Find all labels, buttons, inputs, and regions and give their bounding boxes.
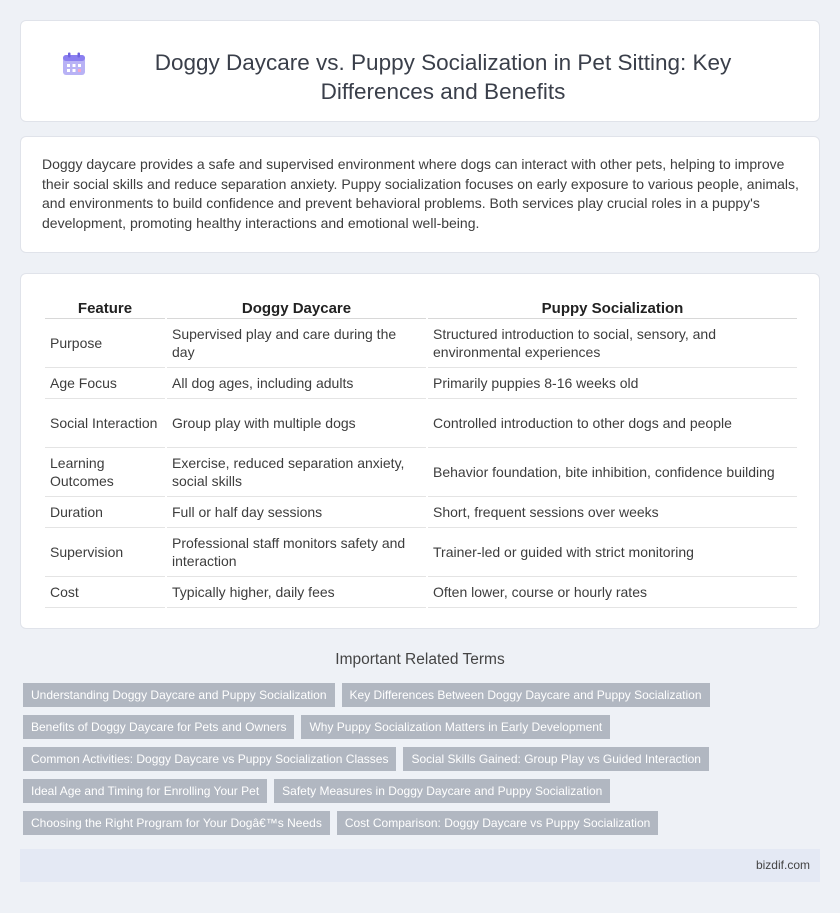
cell-feature: Age Focus	[45, 368, 165, 399]
cell-feature: Duration	[45, 497, 165, 528]
cell-feature: Social Interaction	[45, 399, 165, 448]
cell-socialization: Behavior foundation, bite inhibition, confidence building	[428, 448, 797, 497]
page-title: Doggy Daycare vs. Puppy Socialization in Pet Sitting: Key Differences and Benefits	[154, 50, 732, 104]
cell-socialization: Controlled introduction to other dogs and people	[428, 399, 797, 448]
cell-feature: Learning Outcomes	[45, 448, 165, 497]
cell-daycare: Full or half day sessions	[167, 497, 426, 528]
cell-daycare: All dog ages, including adults	[167, 368, 426, 399]
cell-socialization: Primarily puppies 8-16 weeks old	[428, 368, 797, 399]
table-header-row	[45, 294, 797, 319]
related-term-tag[interactable]: Choosing the Right Program for Your Dogâ€™s Needs	[23, 811, 330, 835]
comparison-table-card	[20, 273, 820, 629]
cell-socialization: Short, frequent sessions over weeks	[428, 497, 797, 528]
cell-feature: Supervision	[45, 528, 165, 577]
footer-site-name[interactable]: bizdif.com	[755, 858, 810, 872]
header-doggy-daycare: Doggy Daycare	[167, 294, 426, 319]
intro-card	[20, 136, 820, 253]
cell-daycare: Exercise, reduced separation anxiety, social skills	[167, 448, 426, 497]
cell-daycare: Supervised play and care during the day	[167, 319, 426, 368]
calendar-icon	[61, 51, 87, 77]
cell-feature: Cost	[45, 577, 165, 608]
related-term-tag[interactable]: Ideal Age and Timing for Enrolling Your Pet	[23, 779, 267, 803]
table-row	[45, 577, 797, 608]
tag-row	[23, 811, 813, 835]
header-feature: Feature	[45, 294, 165, 319]
table-row	[45, 399, 797, 448]
related-term-tag[interactable]: Social Skills Gained: Group Play vs Guided Interaction	[403, 747, 708, 771]
related-terms-list	[23, 683, 813, 843]
cell-feature: Purpose	[45, 319, 165, 368]
tag-row	[23, 715, 813, 739]
table-row	[45, 528, 797, 577]
table-row	[45, 497, 797, 528]
table-row	[45, 448, 797, 497]
footer	[20, 849, 820, 882]
header-card	[20, 20, 820, 122]
tag-row	[23, 747, 813, 771]
related-term-tag[interactable]: Key Differences Between Doggy Daycare and Puppy Socialization	[342, 683, 710, 707]
related-term-tag[interactable]: Safety Measures in Doggy Daycare and Puppy Socialization	[274, 779, 610, 803]
header-puppy-socialization: Puppy Socialization	[428, 294, 797, 319]
related-term-tag[interactable]: Understanding Doggy Daycare and Puppy Socialization	[23, 683, 335, 707]
related-term-tag[interactable]: Why Puppy Socialization Matters in Early Development	[301, 715, 610, 739]
cell-daycare: Typically higher, daily fees	[167, 577, 426, 608]
cell-socialization: Trainer-led or guided with strict monitoring	[428, 528, 797, 577]
cell-daycare: Group play with multiple dogs	[167, 399, 426, 448]
tag-row	[23, 683, 813, 707]
related-term-tag[interactable]: Cost Comparison: Doggy Daycare vs Puppy Socialization	[337, 811, 658, 835]
cell-socialization: Often lower, course or hourly rates	[428, 577, 797, 608]
related-terms-heading: Important Related Terms	[335, 651, 505, 668]
title-wrap	[21, 21, 819, 106]
related-term-tag[interactable]: Common Activities: Doggy Daycare vs Puppy Socialization Classes	[23, 747, 396, 771]
related-term-tag[interactable]: Benefits of Doggy Daycare for Pets and Owners	[23, 715, 294, 739]
cell-socialization: Structured introduction to social, sensory, and environmental experiences	[428, 319, 797, 368]
table-row	[45, 368, 797, 399]
intro-paragraph: Doggy daycare provides a safe and supervised environment where dogs can interact with other pets, helping to improve their social skills and reduce separation anxiety. Puppy socialization focuses on early exposure to various people, animals, and environments to build confidence and prevent behavioral problems. Both services play crucial roles in a puppy's development, promoting healthy interactions and emotional well-being.	[42, 156, 799, 231]
tag-row	[23, 779, 813, 803]
cell-daycare: Professional staff monitors safety and interaction	[167, 528, 426, 577]
table-row	[45, 319, 797, 368]
comparison-table	[43, 294, 799, 608]
